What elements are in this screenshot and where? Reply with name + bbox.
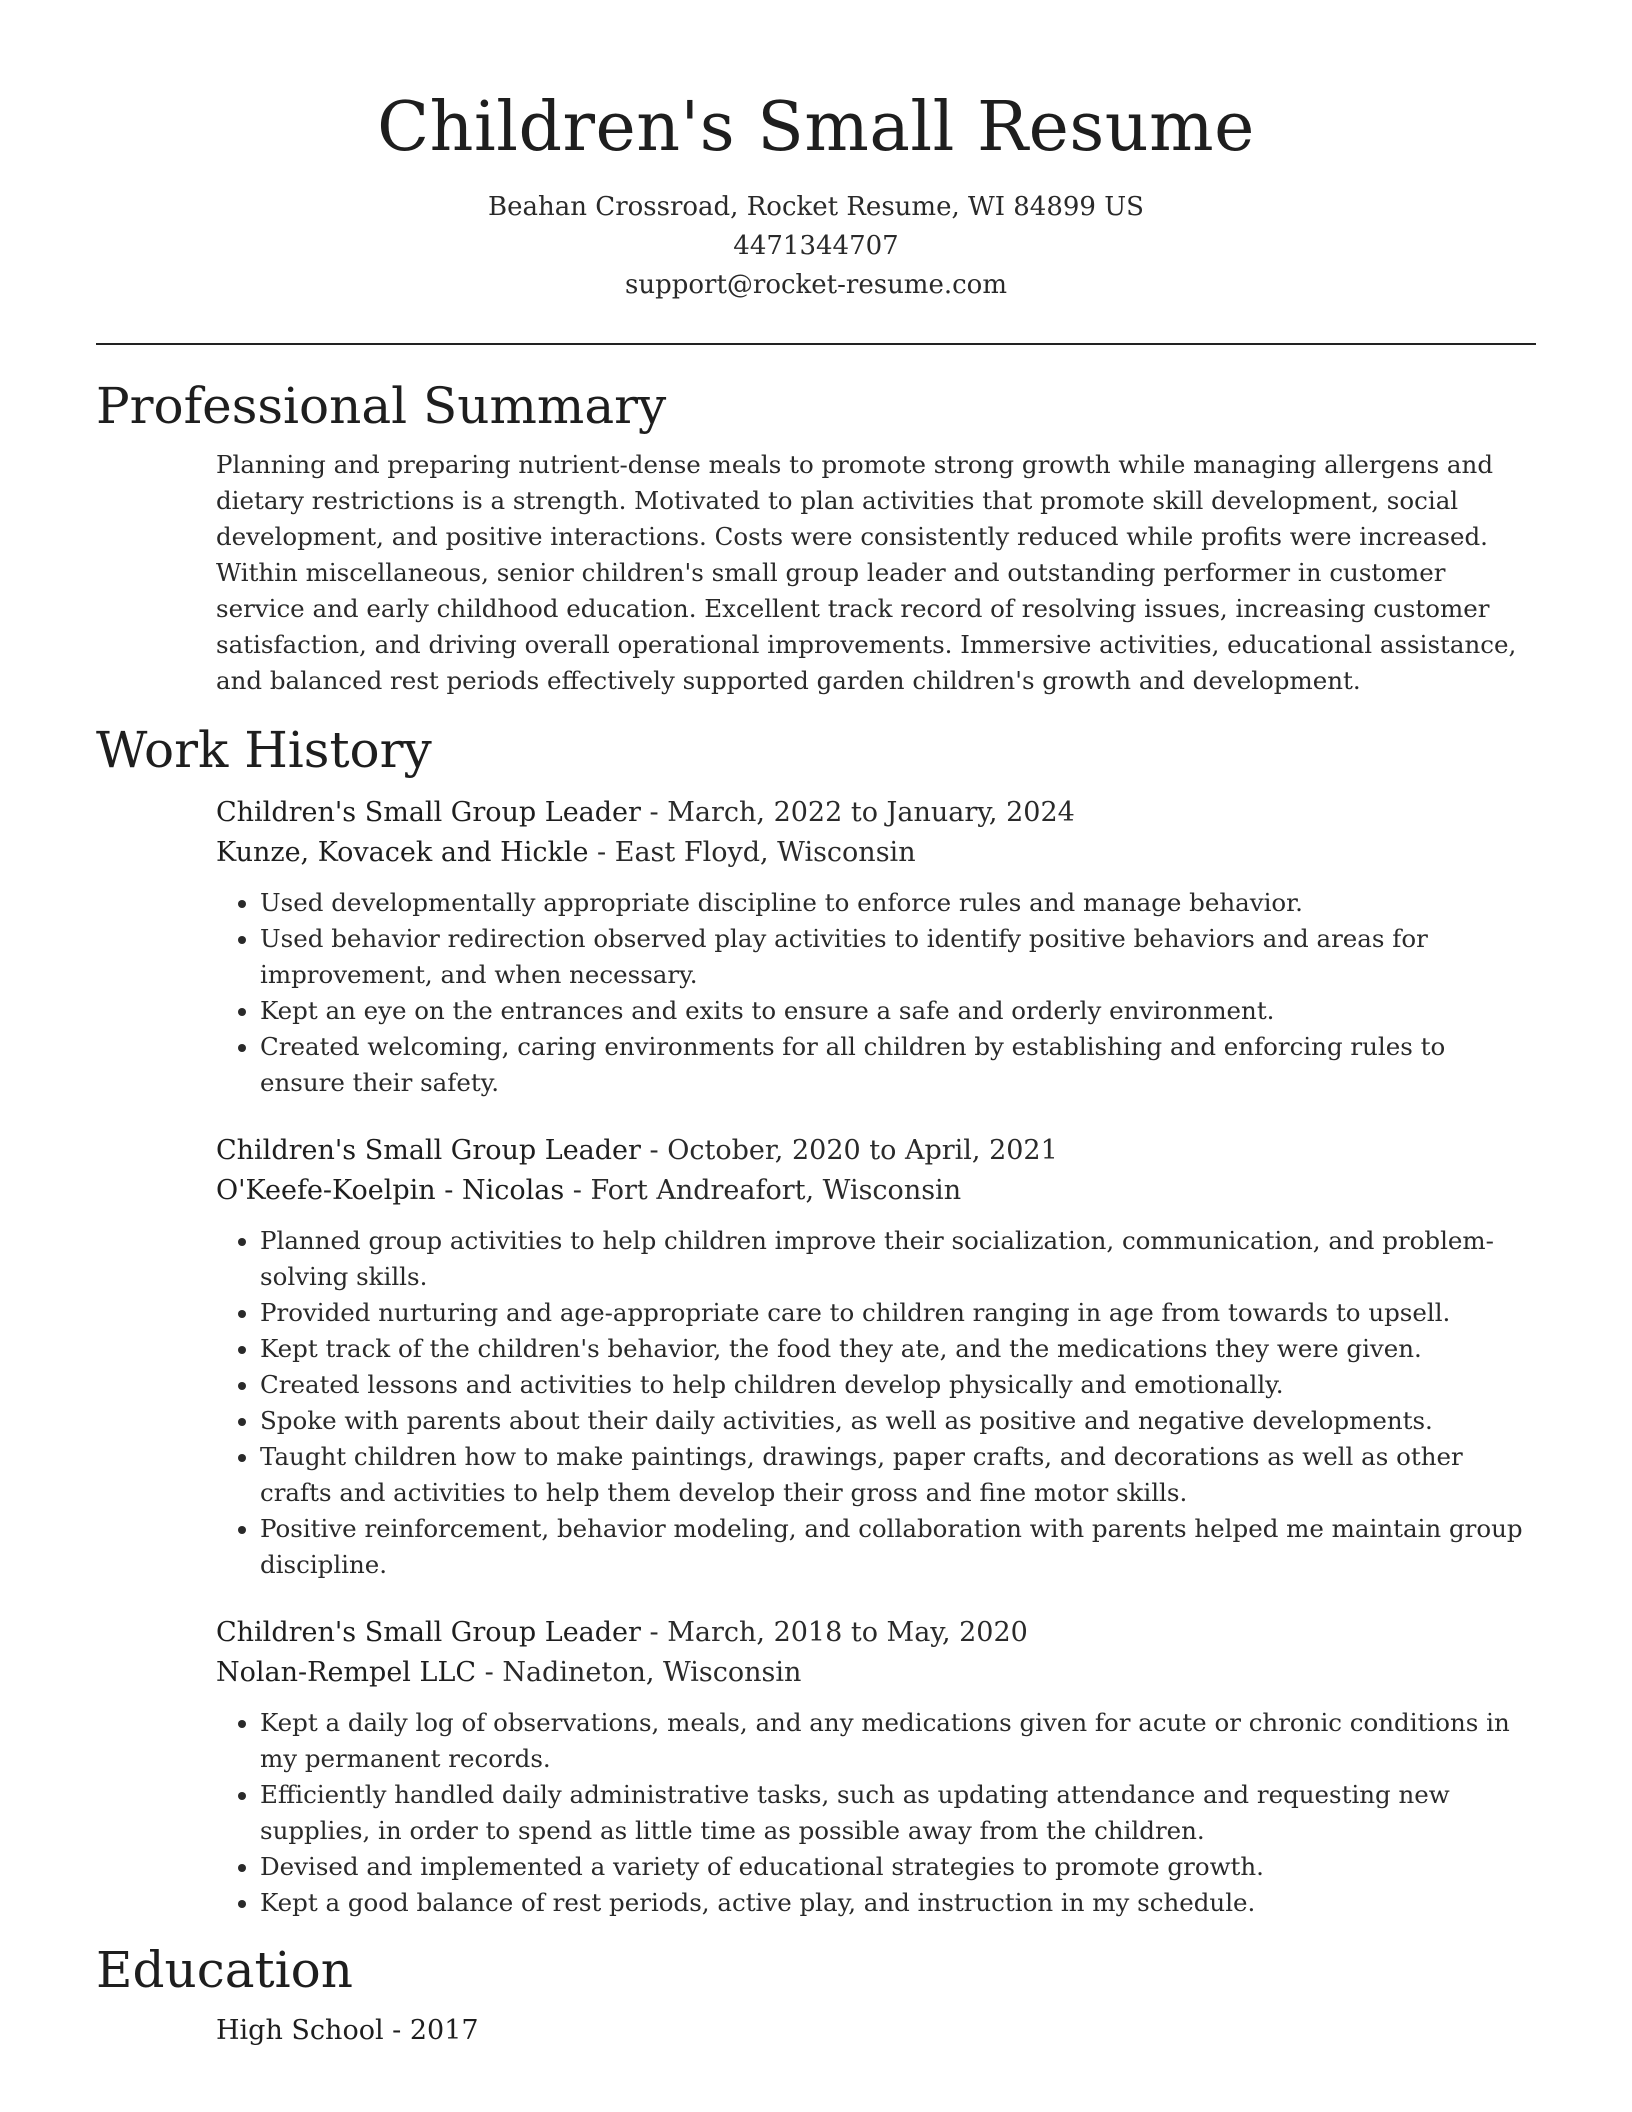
summary-text: Planning and preparing nutrient-dense meals to promote strong growth while managing allergens and dietary restrictions is a strength. Motivated to plan activities that promote skill development, social development, and positive interactions. Costs were consistently reduced while profits were increased. Within miscellaneous, senior children's small group leader and outstanding performer in customer service and early childhood education. Excellent track record of resolving issues, increasing customer satisfaction, and driving overall operational improvements. Immersive activities, educational assistance, and balanced rest periods effectively supported garden children's growth and development. xyxy=(216,450,1517,695)
job-title-line xyxy=(216,1613,1536,1653)
job-bullet: • Created lessons and activities to help children develop physically and emotionally. xyxy=(260,1367,1536,1403)
education-heading: Education xyxy=(96,1941,353,1999)
job-entry xyxy=(216,793,1536,1101)
job-company-line xyxy=(216,1653,1536,1693)
job-entry xyxy=(216,1613,1536,1921)
contact-info xyxy=(96,188,1536,305)
job-title-line xyxy=(216,793,1536,833)
header-divider xyxy=(96,343,1536,345)
resume-header xyxy=(96,0,1536,305)
job-company-line xyxy=(216,833,1536,873)
contact-address: Beahan Crossroad, Rocket Resume, WI 84899 US xyxy=(488,192,1144,222)
job-location: - Fort Andreafort, Wisconsin xyxy=(564,1175,962,1206)
job-dates: - October, 2020 to April, 2021 xyxy=(640,1135,1058,1166)
job-bullets xyxy=(216,1223,1536,1583)
job-bullet: • Kept track of the children's behavior, the food they ate, and the medications they were given. xyxy=(260,1331,1536,1367)
job-bullet: • Used developmentally appropriate discipline to enforce rules and manage behavior. xyxy=(260,885,1536,921)
job-bullet: • Planned group activities to help children improve their socialization, communication, and problem-solving skills. xyxy=(260,1223,1536,1295)
job-role: Children's Small Group Leader xyxy=(216,797,641,828)
contact-phone: 4471344707 xyxy=(733,231,899,261)
job-bullet: • Spoke with parents about their daily activities, as well as positive and negative developments. xyxy=(260,1403,1536,1439)
job-dates: - March, 2022 to January, 2024 xyxy=(640,797,1075,828)
work-history-section xyxy=(96,715,1536,1921)
job-role: Children's Small Group Leader xyxy=(216,1135,641,1166)
job-title-line xyxy=(216,1131,1536,1171)
job-bullet: • Devised and implemented a variety of educational strategies to promote growth. xyxy=(260,1849,1536,1885)
job-dates: - March, 2018 to May, 2020 xyxy=(640,1617,1028,1648)
summary-section xyxy=(96,371,1536,699)
job-location: - Nadineton, Wisconsin xyxy=(476,1657,802,1688)
job-role: Children's Small Group Leader xyxy=(216,1617,641,1648)
job-bullet: • Taught children how to make paintings, drawings, paper crafts, and decorations as well as other crafts and activities to help them develop their gross and fine motor skills. xyxy=(260,1439,1536,1511)
job-bullet: • Provided nurturing and age-appropriate care to children ranging in age from towards to upsell. xyxy=(260,1295,1536,1331)
summary-heading: Professional Summary xyxy=(96,377,667,435)
job-bullets xyxy=(216,885,1536,1101)
job-bullets xyxy=(216,1705,1536,1921)
contact-email: support@rocket-resume.com xyxy=(624,270,1007,300)
job-bullet: • Efficiently handled daily administrative tasks, such as updating attendance and requesting new supplies, in order to spend as little time as possible away from the children. xyxy=(260,1777,1536,1849)
job-entry xyxy=(216,1131,1536,1583)
job-bullet: • Kept a good balance of rest periods, active play, and instruction in my schedule. xyxy=(260,1885,1536,1921)
education-section xyxy=(96,1935,1536,2051)
resume-name: Children's Small Resume xyxy=(377,88,1255,167)
job-company: O'Keefe-Koelpin - Nicolas xyxy=(216,1175,565,1206)
job-bullet: • Created welcoming, caring environments for all children by establishing and enforcing rules to ensure their safety. xyxy=(260,1029,1536,1101)
job-company-line xyxy=(216,1171,1536,1211)
job-bullet: • Positive reinforcement, behavior modeling, and collaboration with parents helped me maintain group discipline. xyxy=(260,1511,1536,1583)
education-entry: High School - 2017 xyxy=(216,2015,479,2046)
job-bullet: • Kept a daily log of observations, meals, and any medications given for acute or chronic conditions in my permanent records. xyxy=(260,1705,1536,1777)
job-location: - East Floyd, Wisconsin xyxy=(588,837,916,868)
work-history-heading: Work History xyxy=(96,721,432,779)
job-company: Kunze, Kovacek and Hickle xyxy=(216,837,589,868)
job-company: Nolan-Rempel LLC xyxy=(216,1657,477,1688)
job-bullet: • Used behavior redirection observed play activities to identify positive behaviors and areas for improvement, and when necessary. xyxy=(260,921,1536,993)
job-bullet: • Kept an eye on the entrances and exits to ensure a safe and orderly environment. xyxy=(260,993,1536,1029)
